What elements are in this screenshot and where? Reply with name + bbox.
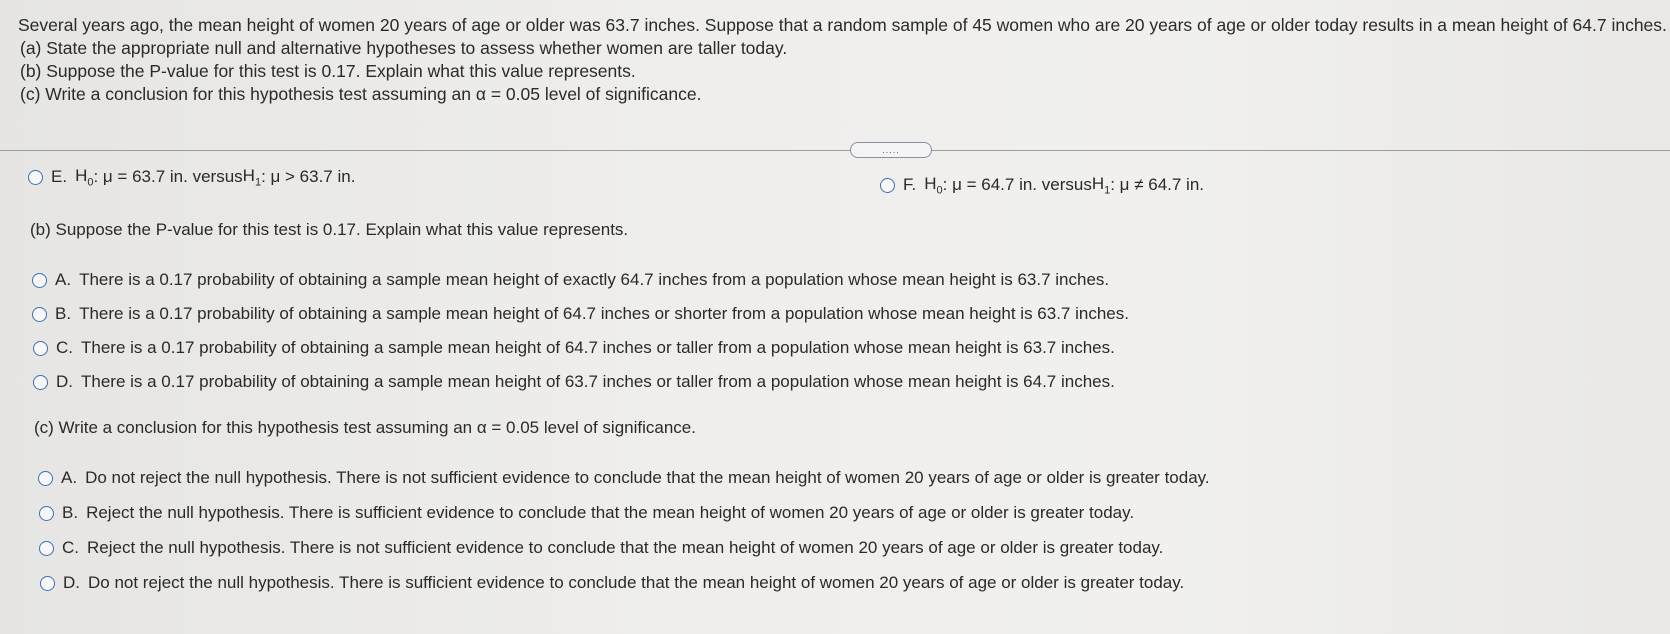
option-text: There is a 0.17 probability of obtaining a sample mean height of 64.7 inches or taller from a population whose mean height is 63.7 inches. — [81, 338, 1115, 357]
option-letter: D. — [63, 573, 80, 592]
option-letter: C. — [62, 538, 79, 557]
option-text: Do not reject the null hypothesis. There is not sufficient evidence to conclude that the mean height of women 20 years of age or older is greater today. — [85, 468, 1210, 487]
option-text: There is a 0.17 probability of obtaining a sample mean height of 63.7 inches or taller from a population whose mean height is 64.7 inches. — [81, 372, 1115, 391]
hypothesis-h1: $H_1$ — [1091, 174, 1111, 197]
question-part-c: (c) Write a conclusion for this hypothesis test assuming an α = 0.05 level of significance. — [34, 418, 696, 437]
ellipsis-icon: ..... — [882, 144, 900, 155]
radio-button[interactable] — [39, 541, 54, 556]
option-letter: F. — [903, 175, 917, 195]
problem-part-a: (a) State the appropriate null and alternative hypotheses to assess whether women are taller today. — [20, 38, 788, 58]
option-letter: B. — [55, 304, 72, 323]
option-letter: D. — [56, 372, 73, 391]
option-a-e[interactable] — [28, 166, 355, 188]
option-letter: E. — [51, 167, 68, 187]
option-text: Do not reject the null hypothesis. There is sufficient evidence to conclude that the mean height of women 20 years of age or older is greater today. — [88, 573, 1185, 592]
hypothesis-h1: $H_1$ — [242, 166, 262, 189]
problem-part-c: (c) Write a conclusion for this hypothesis test assuming an α = 0.05 level of significance. — [20, 84, 702, 104]
option-b-d[interactable] — [33, 372, 1115, 392]
radio-button[interactable] — [32, 307, 47, 322]
radio-button[interactable] — [28, 170, 43, 185]
problem-part-b: (b) Suppose the P-value for this test is 0.17. Explain what this value represents. — [20, 61, 636, 81]
option-letter: C. — [56, 338, 73, 357]
radio-button[interactable] — [33, 341, 48, 356]
option-letter: A. — [55, 270, 72, 289]
hypothesis-h0: $H_0$ — [924, 174, 943, 197]
option-c-a[interactable] — [38, 468, 1210, 488]
hypothesis-h0-expr: : μ = 63.7 in. versus — [93, 167, 243, 187]
expand-button[interactable] — [850, 142, 932, 158]
option-c-c[interactable] — [39, 538, 1163, 558]
hypothesis-h1-expr: : μ ≠ 64.7 in. — [1110, 175, 1205, 195]
option-text: Reject the null hypothesis. There is sufficient evidence to conclude that the mean height of women 20 years of age or older is greater today. — [86, 503, 1135, 522]
option-b-c[interactable] — [33, 338, 1115, 358]
option-c-d[interactable] — [40, 573, 1184, 593]
radio-button[interactable] — [39, 506, 54, 521]
option-b-b[interactable] — [32, 304, 1129, 324]
option-letter: A. — [61, 468, 78, 487]
question-part-b: (b) Suppose the P-value for this test is 0.17. Explain what this value represents. — [30, 220, 629, 239]
radio-button[interactable] — [880, 178, 895, 193]
option-b-a[interactable] — [32, 270, 1109, 290]
radio-button[interactable] — [32, 273, 47, 288]
section-divider — [0, 150, 1670, 151]
option-text: Reject the null hypothesis. There is not sufficient evidence to conclude that the mean height of women 20 years of age or older is greater today. — [87, 538, 1164, 557]
option-letter: B. — [62, 503, 79, 522]
radio-button[interactable] — [40, 576, 55, 591]
option-text: There is a 0.17 probability of obtaining a sample mean height of exactly 64.7 inches from a population whose mean height is 63.7 inches. — [79, 270, 1110, 289]
option-a-f[interactable] — [880, 174, 1204, 196]
option-text: There is a 0.17 probability of obtaining a sample mean height of 64.7 inches or shorter from a population whose mean height is 63.7 inches. — [79, 304, 1129, 323]
radio-button[interactable] — [33, 375, 48, 390]
radio-button[interactable] — [38, 471, 53, 486]
problem-intro: Several years ago, the mean height of women 20 years of age or older was 63.7 inches. Suppose that a random sample of 45 women who are 20 years of age or older today results in a mean height of 64.7 inches. — [18, 15, 1667, 35]
problem-statement — [18, 14, 1670, 106]
hypothesis-h1-expr: : μ > 63.7 in. — [261, 167, 356, 187]
hypothesis-h0: $H_0$ — [75, 166, 94, 189]
option-c-b[interactable] — [39, 503, 1134, 523]
hypothesis-h0-expr: : μ = 64.7 in. versus — [942, 175, 1092, 195]
